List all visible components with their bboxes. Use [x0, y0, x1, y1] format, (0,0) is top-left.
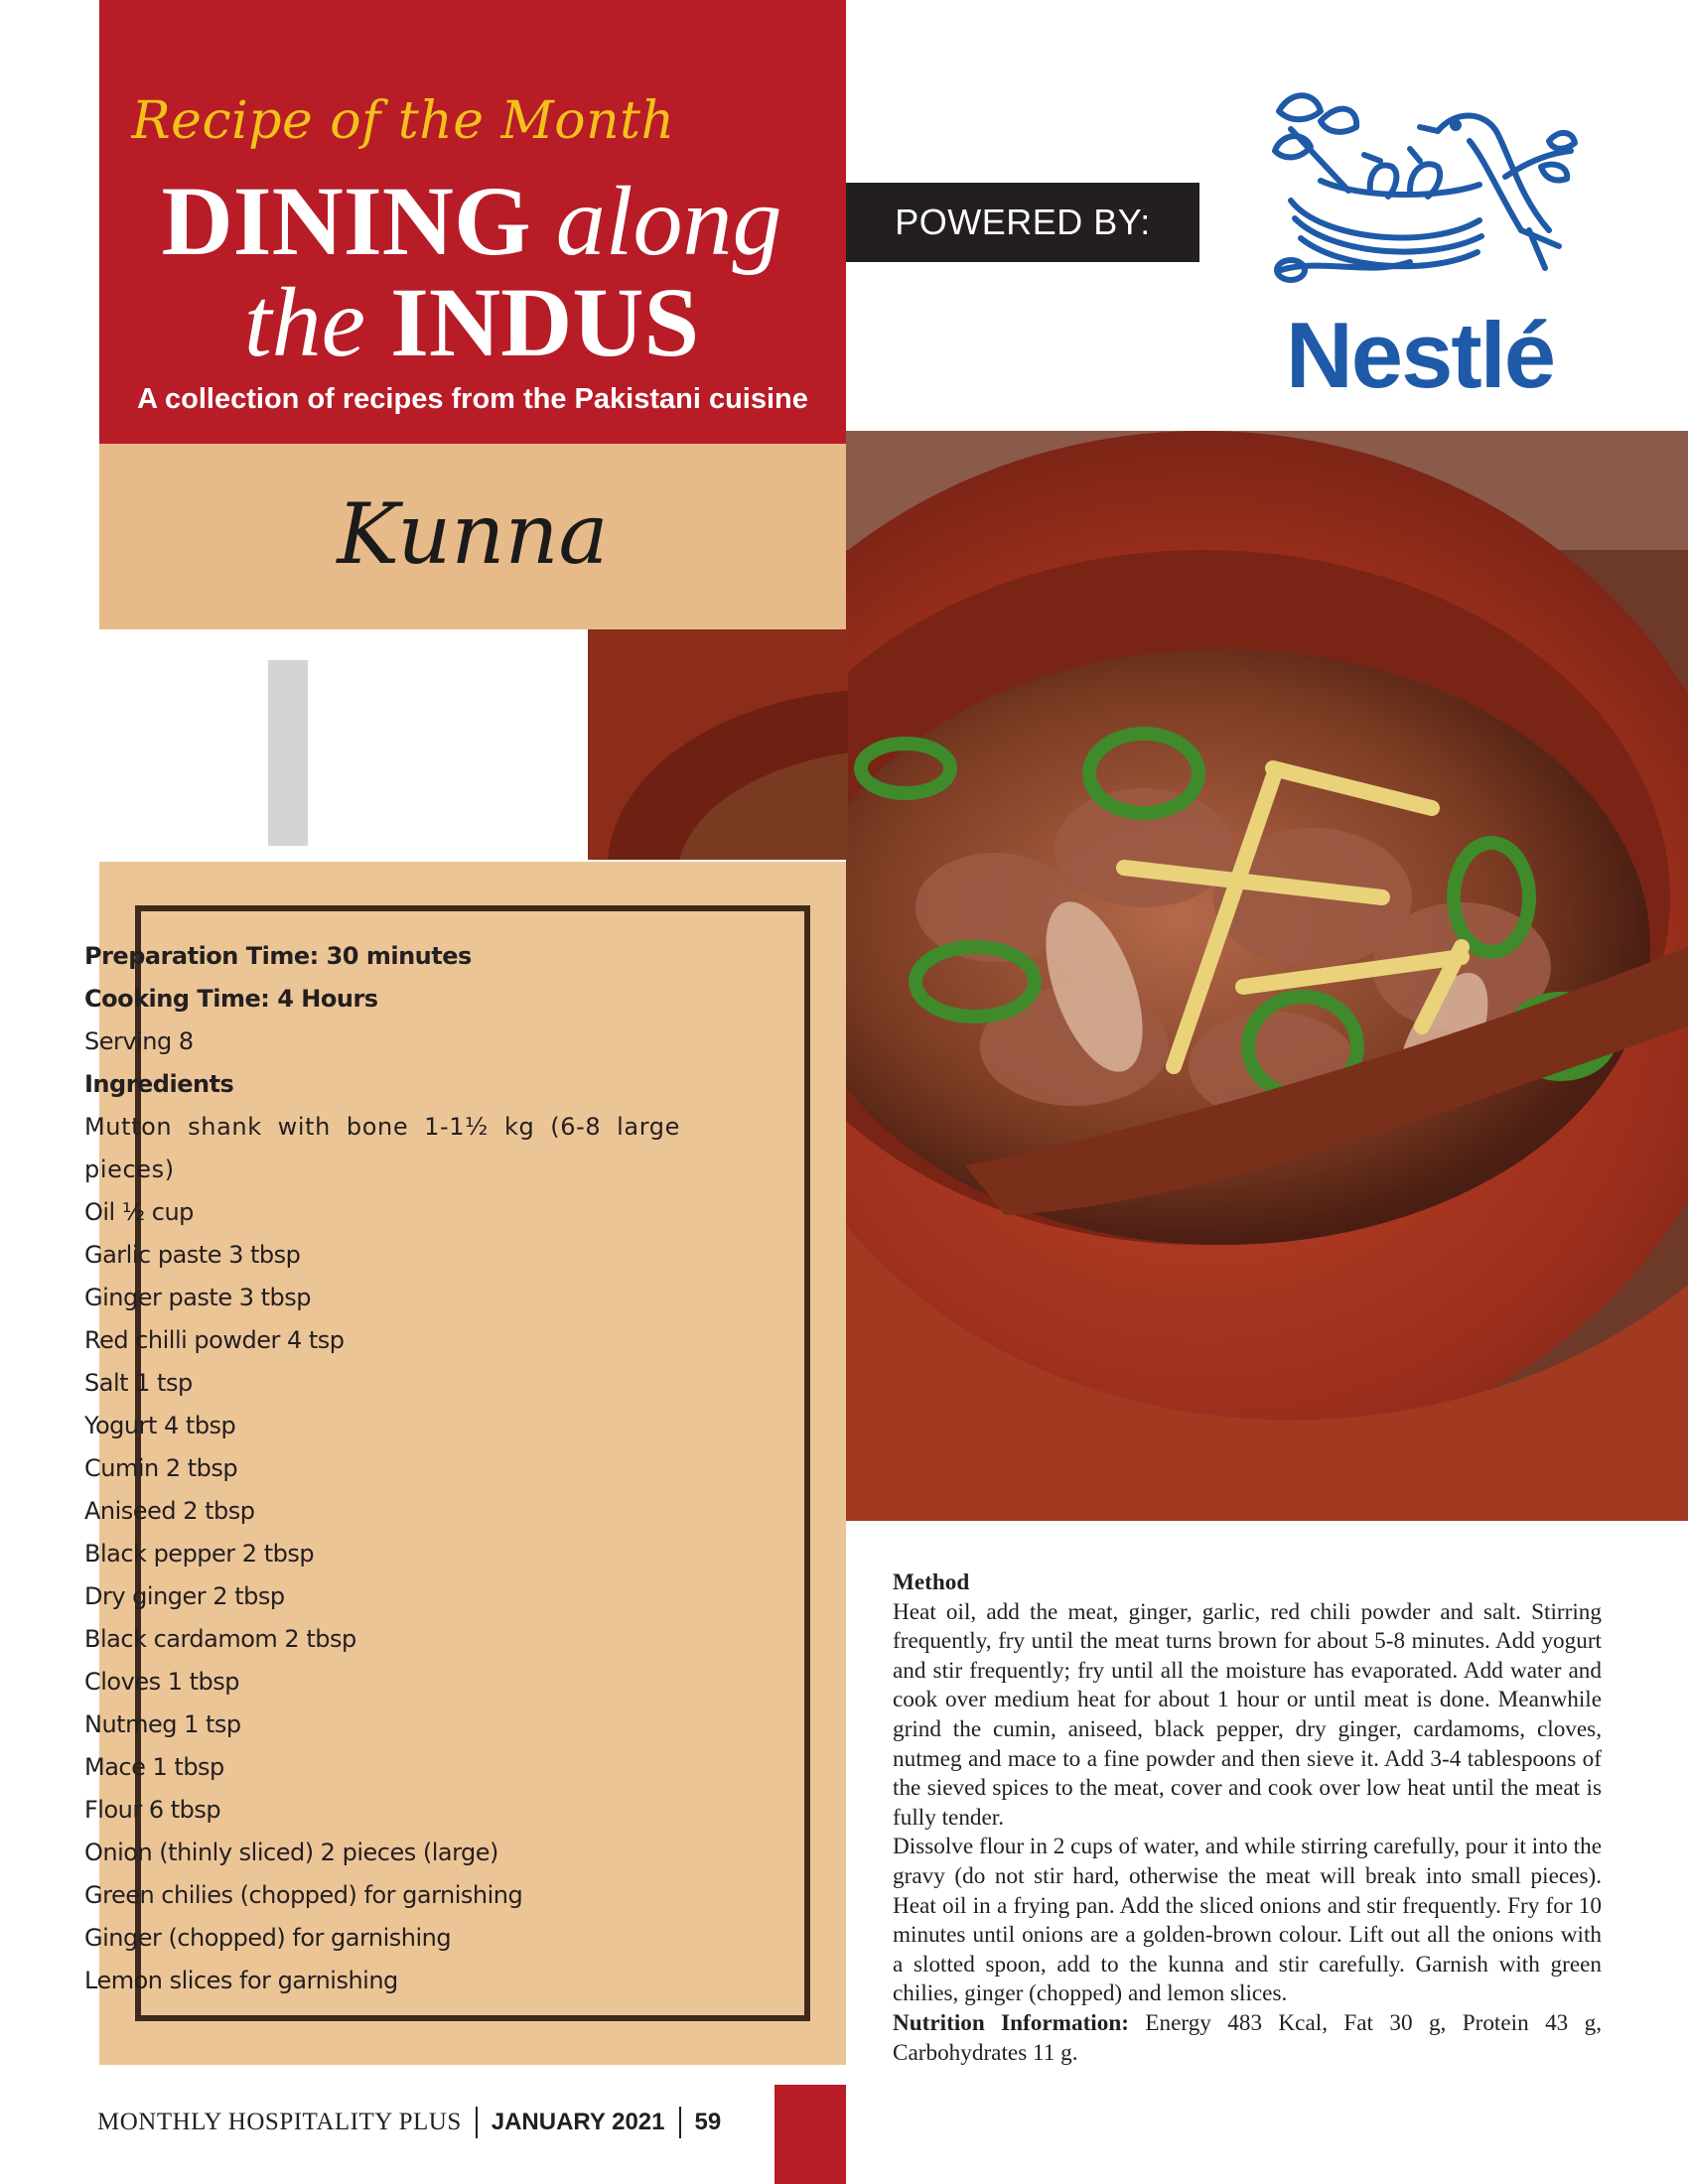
title-line-1 [109, 167, 834, 276]
list-item: Dry ginger 2 tbsp [84, 1582, 285, 1610]
recipe-name: Kunna [337, 485, 609, 583]
photo-left-extension [588, 629, 848, 860]
list-item: Ginger (chopped) for garnishing [84, 1924, 452, 1952]
grey-accent-bar [268, 660, 308, 846]
title-word-along: along [555, 166, 782, 276]
list-item: Nutmeg 1 tsp [84, 1710, 241, 1738]
footer [97, 2103, 721, 2142]
nutrition-info [893, 2009, 1602, 2068]
title-word-the: the [243, 267, 365, 377]
list-item: Mutton shank with bone 1-1½ kg (6-8 large pieces) [84, 1113, 680, 1183]
kunna-clay-pot-photo [846, 431, 1688, 1521]
nest-birds-icon [1261, 81, 1579, 310]
method-paragraph-2: Dissolve flour in 2 cups of water, and while stirring carefully, pour it into the gravy (do not stir hard, otherwise the meat will break into small pieces). Heat oil in a frying pan. Add the sliced onions and stir frequently. Fry for 10 minutes until onions are a golden-brown colour. Lift out all the onions with a slotted spoon, add to the kunna and stir carefully. Garnish with green chilies, ginger (chopped) and lemon slices. [893, 1834, 1602, 2007]
footer-divider [679, 2107, 681, 2138]
prep-time: Preparation Time: 30 minutes [84, 942, 472, 970]
title-word-dining: DINING [161, 166, 531, 276]
serving: Serving 8 [84, 1027, 194, 1055]
ingredients-heading: Ingredients [84, 1070, 234, 1098]
powered-by-bar: POWERED BY: [846, 183, 1199, 262]
method-heading: Method [893, 1570, 970, 1595]
footer-divider [476, 2107, 478, 2138]
sponsor-logo [1261, 81, 1579, 407]
page-number: 59 [694, 2109, 722, 2135]
recipe-name-band [99, 444, 846, 629]
ingredients-list [84, 935, 730, 2002]
list-item: Red chilli powder 4 tsp [84, 1326, 345, 1354]
list-item: Garlic paste 3 tbsp [84, 1241, 301, 1269]
list-item: Ginger paste 3 tbsp [84, 1284, 312, 1311]
issue-date: JANUARY 2021 [491, 2109, 665, 2135]
list-item: Mace 1 tbsp [84, 1753, 224, 1781]
cooking-time: Cooking Time: 4 Hours [84, 985, 378, 1013]
logo-wordmark: Nestlé [1285, 303, 1555, 407]
kicker: Recipe of the Month [131, 91, 675, 151]
nutrition-label: Nutrition Information: [893, 2009, 1129, 2036]
list-item: Aniseed 2 tbsp [84, 1497, 255, 1525]
list-item: Cloves 1 tbsp [84, 1668, 239, 1696]
title-word-indus: INDUS [389, 267, 700, 377]
list-item: Flour 6 tbsp [84, 1796, 221, 1824]
list-item: Lemon slices for garnishing [84, 1967, 398, 1994]
magazine-name: MONTHLY HOSPITALITY PLUS [97, 2109, 462, 2135]
list-item: Green chilies (chopped) for garnishing [84, 1881, 523, 1909]
list-item: Yogurt 4 tbsp [84, 1412, 236, 1439]
method-section [893, 1569, 1602, 2068]
list-item: Salt 1 tsp [84, 1369, 193, 1397]
list-item: Black cardamom 2 tbsp [84, 1625, 356, 1653]
title-line-2 [109, 268, 834, 377]
list-item: Cumin 2 tbsp [84, 1454, 238, 1482]
list-item: Black pepper 2 tbsp [84, 1540, 315, 1568]
method-paragraph-1: Heat oil, add the meat, ginger, garlic, red chili powder and salt. Stirring frequently, fry until the meat turns brown for about 5-8 minutes. Add yogurt and stir frequently; fry until all the moisture has evaporated. Add water and cook over medium heat for about 1 hour or until meat is done. Meanwhile grind the cumin, aniseed, black pepper, dry ginger, cardamoms, cloves, nutmeg and mace to a fine powder and then sieve it. Add 3-4 tablespoons of the sieved spices to the meat, cover and cook over low heat until the meat is fully tender. [893, 1598, 1602, 1831]
nutrition-text: Energy 483 Kcal, Fat 30 g, Protein 43 g, Carbohydrates 11 g. [893, 2009, 1603, 2066]
list-item: Oil ½ cup [84, 1198, 194, 1226]
subtitle: A collection of recipes from the Pakistani cuisine [137, 383, 808, 415]
list-item: Onion (thinly sliced) 2 pieces (large) [84, 1839, 498, 1866]
footer-red-tab [774, 2085, 846, 2184]
